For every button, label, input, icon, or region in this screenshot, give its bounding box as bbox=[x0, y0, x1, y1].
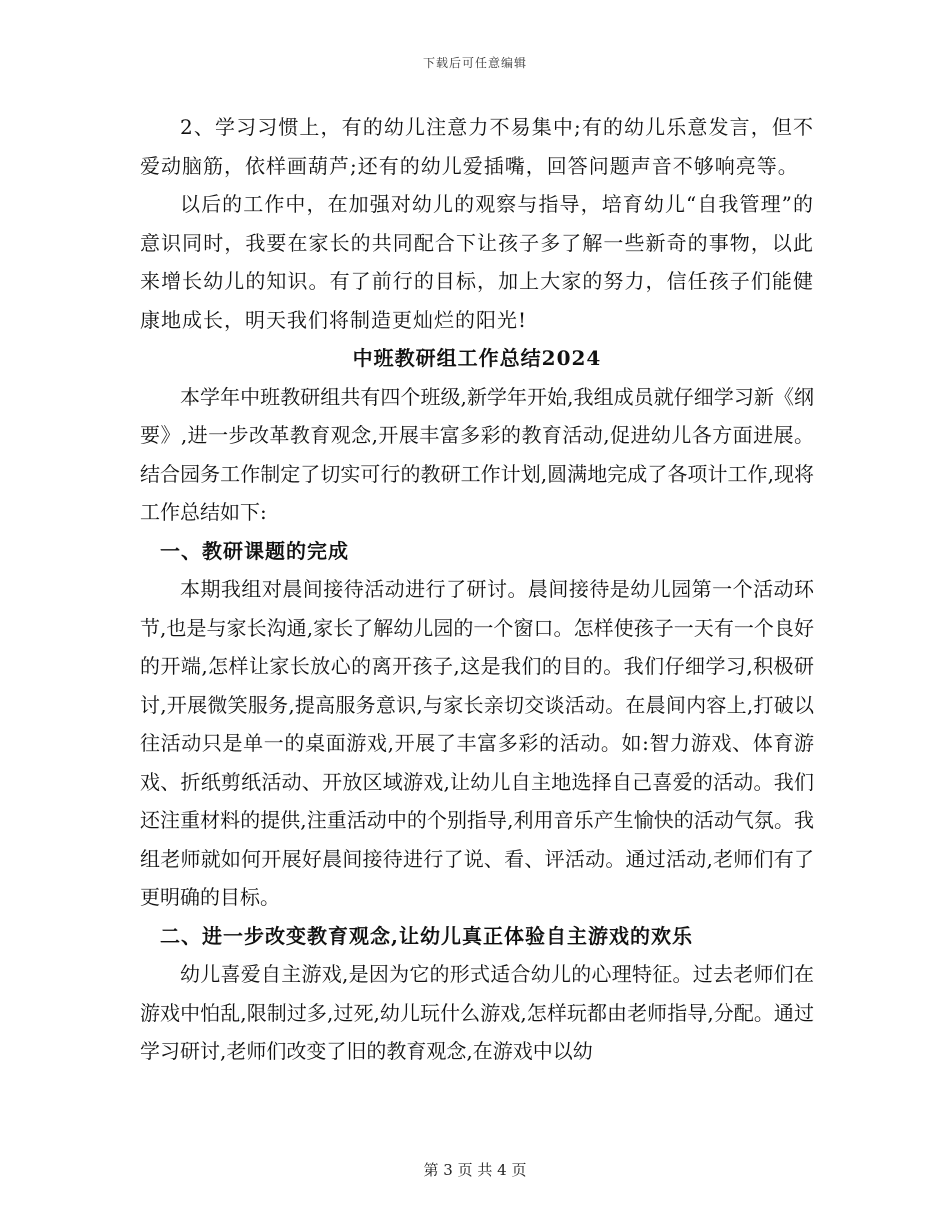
page-header: 下载后可任意编辑 bbox=[422, 56, 527, 70]
document-title: 中班教研组工作总结2024 bbox=[352, 346, 602, 370]
paragraph-morning-reception: 本期我组对晨间接待活动进行了研讨。晨间接待是幼儿园第一个活动环节,也是与家长沟通,家长了解幼儿园的一个窗口。怎样使孩子一天有一个良好的开端,怎样让家长放心的离开孩子,这是我们的目的。我们仔细学习,积极研讨,开展微笑服务,提高服务意识,与家长亲切交谈活动。在晨间内容上,打破以往活动只是单一的桌面游戏,开展了丰富多彩的活动。如:智力游戏、体育游戏、折纸剪纸活动、开放区域游戏,让幼儿自主地选择自己喜爱的活动。我们还注重材料的提供,注重活动中的个别指导,利用音乐产生愉快的活动气氛。我组老师就如何开展好晨间接待进行了说、看、评活动。通过活动,老师们有了更明确的目标。 bbox=[140, 577, 814, 909]
paragraph-study-habits: 2、学习习惯上，有的幼儿注意力不易集中;有的幼儿乐意发言，但不爱动脑筋，依样画葫芦;还有的幼儿爱插嘴，回答问题声音不够响亮等。 bbox=[140, 115, 814, 178]
paragraph-introduction: 本学年中班教研组共有四个班级,新学年开始,我组成员就仔细学习新《纲要》,进一步改革教育观念,开展丰富多彩的教育活动,促进幼儿各方面进展。结合园务工作制定了切实可行的教研工作计划,圆满地完成了各项计工作,现将工作总结如下: bbox=[140, 384, 814, 524]
section-heading-1: 一、教研课题的完成 bbox=[160, 538, 349, 563]
page-footer: 第 3 页 共 4 页 bbox=[423, 1161, 527, 1179]
paragraph-autonomous-games: 幼儿喜爱自主游戏,是因为它的形式适合幼儿的心理特征。过去老师们在游戏中怕乱,限制过多,过死,幼儿玩什么游戏,怎样玩都由老师指导,分配。通过学习研讨,老师们改变了旧的教育观念,在游戏中以幼 bbox=[140, 962, 814, 1063]
paragraph-future-work: 以后的工作中，在加强对幼儿的观察与指导，培育幼儿“自我管理”的意识同时，我要在家长的共同配合下让孩子多了解一些新奇的事物，以此来增长幼儿的知识。有了前行的目标，加上大家的努力，信任孩子们能健康地成长，明天我们将制造更灿烂的阳光! bbox=[140, 192, 814, 332]
document-body bbox=[140, 108, 814, 1071]
section-heading-2: 二、进一步改变教育观念,让幼儿真正体验自主游戏的欢乐 bbox=[160, 923, 693, 948]
